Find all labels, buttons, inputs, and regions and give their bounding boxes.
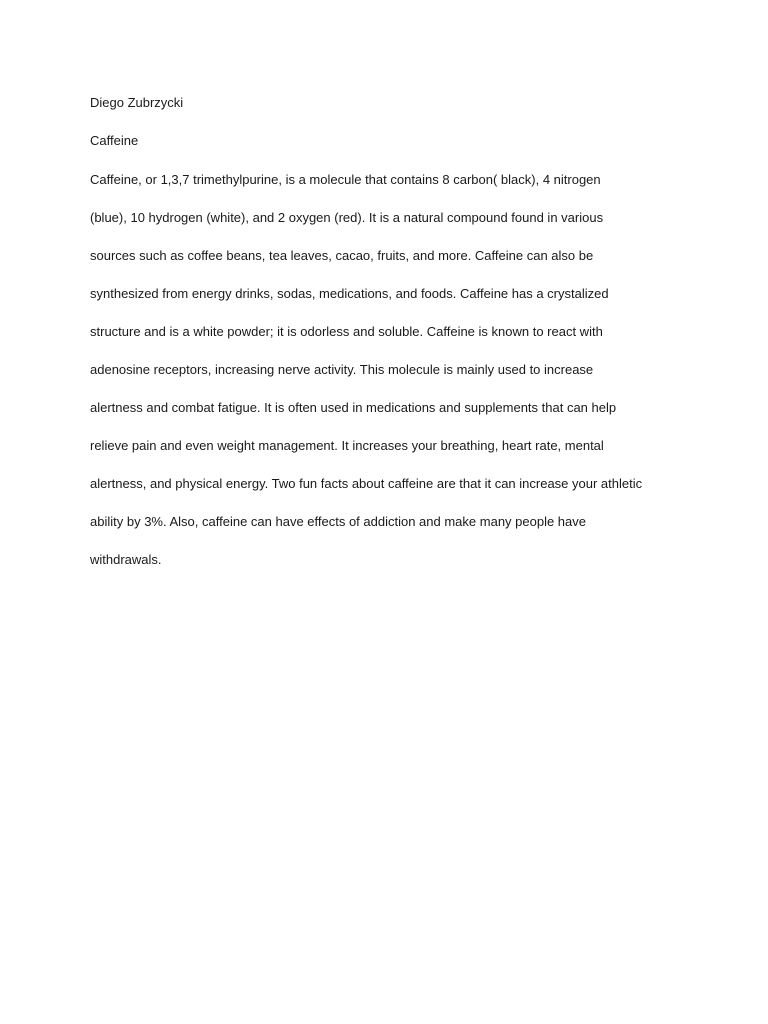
- paragraph-line: (blue), 10 hydrogen (white), and 2 oxygen (red). It is a natural compound found in various: [90, 210, 604, 225]
- paragraph-line: Caffeine, or 1,3,7 trimethylpurine, is a molecule that contains 8 carbon( black), 4 nitrogen: [90, 172, 601, 187]
- paragraph-line: withdrawals.: [90, 552, 162, 567]
- author-name: Diego Zubrzycki: [90, 95, 184, 110]
- paragraph-line: sources such as coffee beans, tea leaves, cacao, fruits, and more. Caffeine can also be: [90, 248, 594, 263]
- paragraph-line: synthesized from energy drinks, sodas, medications, and foods. Caffeine has a crystalized: [90, 286, 609, 301]
- paragraph-line: relieve pain and even weight management. It increases your breathing, heart rate, mental: [90, 438, 604, 453]
- paragraph-line: alertness, and physical energy. Two fun facts about caffeine are that it can increase your athletic: [90, 476, 643, 491]
- body-paragraph: [90, 161, 690, 579]
- paragraph-line: ability by 3%. Also, caffeine can have effects of addiction and make many people have: [90, 514, 586, 529]
- paragraph-line: structure and is a white powder; it is odorless and soluble. Caffeine is known to react with: [90, 324, 603, 339]
- paragraph-line: adenosine receptors, increasing nerve activity. This molecule is mainly used to increase: [90, 362, 594, 377]
- paragraph-line: alertness and combat fatigue. It is often used in medications and supplements that can help: [90, 400, 617, 415]
- document-title: Caffeine: [90, 133, 139, 148]
